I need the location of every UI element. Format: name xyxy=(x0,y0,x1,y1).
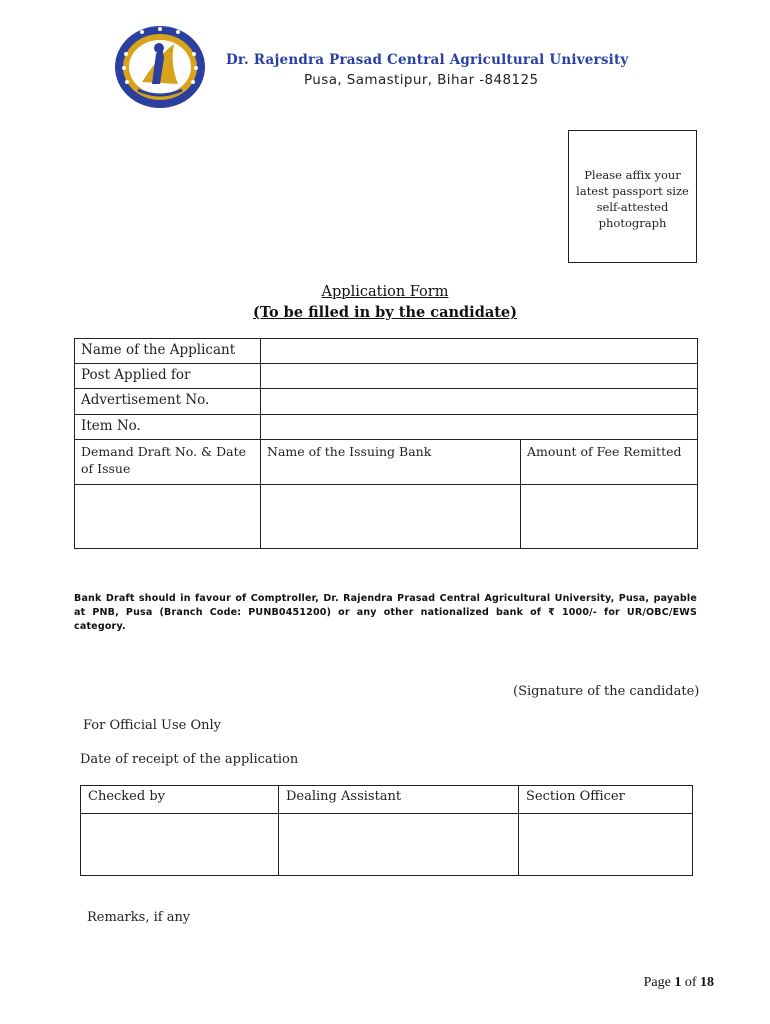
section-officer-header: Section Officer xyxy=(519,786,693,814)
form-subtitle: (To be filled in by the candidate) xyxy=(252,304,518,321)
table-row xyxy=(75,440,698,485)
bank-draft-note: Bank Draft should in favour of Comptroller, Dr. Rajendra Prasad Central Agricultural University, Pusa, payable at PNB, Pusa (Branch Code: PUNB0451200) or any other nationalized bank of ₹ 1000/- for UR/OBC/EWS category. xyxy=(74,593,697,632)
checked-by-header: Checked by xyxy=(81,786,279,814)
dealing-assistant-header: Dealing Assistant xyxy=(279,786,519,814)
university-name: Dr. Rajendra Prasad Central Agricultural University xyxy=(226,52,629,68)
post-applied-field[interactable] xyxy=(261,364,698,389)
page-total: 18 xyxy=(700,975,714,990)
advertisement-no-label: Advertisement No. xyxy=(75,389,261,415)
issuing-bank-field[interactable] xyxy=(261,485,521,549)
table-row xyxy=(75,389,698,415)
photo-box xyxy=(568,130,697,263)
applicant-details-table xyxy=(74,338,698,549)
photo-instructions: Please affix your latest passport size self-attested photograph xyxy=(576,168,689,230)
of-word: of xyxy=(684,975,697,990)
official-use-heading: For Official Use Only xyxy=(83,718,221,733)
page-word: Page xyxy=(643,975,671,990)
table-row xyxy=(81,814,693,876)
official-use-table xyxy=(80,785,693,876)
table-row xyxy=(75,339,698,364)
university-address: Pusa, Samastipur, Bihar -848125 xyxy=(304,72,539,88)
item-no-field[interactable] xyxy=(261,415,698,440)
page-number xyxy=(600,975,714,991)
signature-label: (Signature of the candidate) xyxy=(513,684,700,699)
issuing-bank-header: Name of the Issuing Bank xyxy=(261,440,521,485)
advertisement-no-field[interactable] xyxy=(261,389,698,415)
receipt-date-label: Date of receipt of the application xyxy=(80,752,299,767)
item-no-label: Item No. xyxy=(75,415,261,440)
fee-amount-field[interactable] xyxy=(521,485,698,549)
section-officer-field[interactable] xyxy=(519,814,693,876)
dd-number-date-field[interactable] xyxy=(75,485,261,549)
applicant-name-field[interactable] xyxy=(261,339,698,364)
post-applied-label: Post Applied for xyxy=(75,364,261,389)
checked-by-field[interactable] xyxy=(81,814,279,876)
remarks-label: Remarks, if any xyxy=(87,910,191,925)
university-seal-icon xyxy=(112,24,208,110)
form-title: Application Form xyxy=(321,284,449,300)
table-row xyxy=(75,485,698,549)
table-row xyxy=(75,364,698,389)
dealing-assistant-field[interactable] xyxy=(279,814,519,876)
table-row xyxy=(81,786,693,814)
table-row xyxy=(75,415,698,440)
fee-amount-header: Amount of Fee Remitted xyxy=(521,440,698,485)
dd-number-date-header: Demand Draft No. & Date of Issue xyxy=(75,440,261,485)
page-current: 1 xyxy=(674,975,682,990)
applicant-name-label: Name of the Applicant xyxy=(75,339,261,364)
